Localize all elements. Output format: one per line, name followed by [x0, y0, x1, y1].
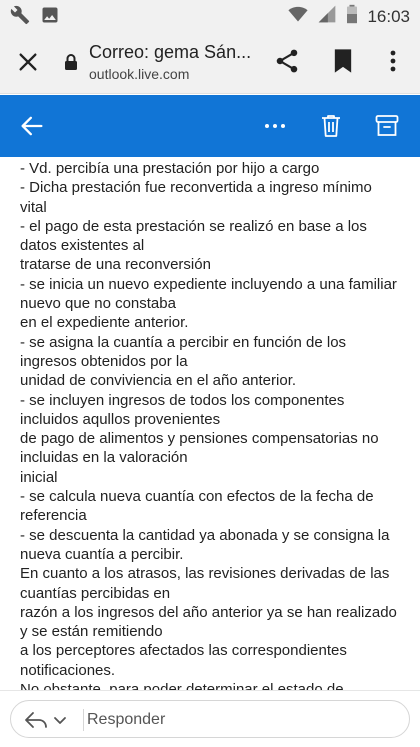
- message-line: razón a los ingresos del año anterior ya se han realizado: [20, 603, 397, 621]
- mail-app-bar: [0, 95, 420, 157]
- back-arrow-icon: [18, 112, 46, 140]
- back-button[interactable]: [18, 112, 46, 145]
- message-line: - Vd. percibía una prestación por hijo a cargo: [20, 160, 320, 177]
- share-button[interactable]: [273, 47, 301, 80]
- image-icon: [40, 5, 60, 30]
- page-title-block: [89, 42, 259, 82]
- message-line: - el pago de esta prestación se realizó en base a los: [20, 217, 367, 235]
- reply-icon: [23, 709, 49, 731]
- message-line: datos existentes al: [20, 237, 145, 255]
- browser-toolbar: [0, 30, 420, 94]
- overflow-menu-button[interactable]: [383, 47, 403, 80]
- reply-bar: [0, 690, 420, 747]
- message-line: - se inicia un nuevo expediente incluyendo a una familiar: [20, 275, 397, 293]
- signal-icon: [317, 4, 337, 29]
- status-time: 16:03: [367, 6, 410, 26]
- reply-box[interactable]: [10, 700, 410, 738]
- message-line: en el expediente anterior.: [20, 314, 189, 332]
- lock-icon: [64, 53, 78, 76]
- close-icon: [17, 51, 39, 73]
- more-horiz-icon: [262, 114, 288, 138]
- message-line: referencia: [20, 507, 87, 525]
- message-line: a los perceptores afectados las correspondientes: [20, 642, 347, 660]
- reply-input[interactable]: Responder: [87, 711, 166, 728]
- message-line: - se calcula nueva cuantía con efectos de la fecha de: [20, 488, 374, 506]
- wrench-icon: [10, 5, 30, 30]
- message-line: En cuanto a los atrasos, las revisiones derivadas de las: [20, 565, 390, 583]
- message-line: notificaciones.: [20, 661, 116, 679]
- message-line: nueva cuantía a percibir.: [20, 545, 184, 563]
- message-line: - se descuenta la cantidad ya abonada y se consigna la: [20, 526, 390, 544]
- close-button[interactable]: [14, 48, 42, 76]
- wifi-icon: [287, 4, 309, 29]
- status-bar: [0, 0, 420, 30]
- chevron-down-icon: [53, 709, 67, 731]
- message-line: - Dicha prestación fue reconvertida a ingreso mínimo: [20, 179, 372, 197]
- share-icon: [273, 47, 301, 75]
- page-url: outlook.live.com: [89, 66, 190, 82]
- trash-icon: [319, 113, 343, 139]
- archive-icon: [374, 113, 400, 139]
- message-line: de pago de alimentos y pensiones compensatorias no: [20, 430, 379, 448]
- message-line: inicial: [20, 468, 58, 486]
- archive-button[interactable]: [374, 113, 400, 144]
- more-actions-button[interactable]: [262, 114, 288, 143]
- message-line: - se asigna la cuantía a percibir en función de los: [20, 333, 347, 351]
- message-text: [0, 157, 420, 699]
- more-vert-icon: [383, 47, 403, 75]
- message-line: ingresos obtenidos por la: [20, 352, 188, 370]
- page-title: Correo: gema Sán...: [89, 42, 252, 62]
- reply-options-button[interactable]: [23, 709, 67, 731]
- delete-button[interactable]: [319, 113, 343, 144]
- message-line: cuantías percibidas en: [20, 584, 171, 602]
- message-line: incluidos aqullos provenientes: [20, 410, 221, 428]
- message-line: incluidas en la valoración: [20, 449, 188, 467]
- battery-icon: [345, 4, 359, 29]
- bookmark-icon: [331, 47, 355, 75]
- message-line: unidad de conviviencia en el año anterior.: [20, 372, 297, 390]
- message-line: tratarse de una reconversión: [20, 256, 211, 274]
- message-line: vital: [20, 198, 47, 216]
- message-line: - se incluyen ingresos de todos los componentes: [20, 391, 345, 409]
- message-line: nuevo que no constaba: [20, 295, 176, 313]
- reply-divider: [83, 709, 84, 731]
- message-line: y se están remitiendo: [20, 623, 163, 641]
- message-body: [0, 157, 420, 689]
- bookmark-button[interactable]: [331, 47, 355, 80]
